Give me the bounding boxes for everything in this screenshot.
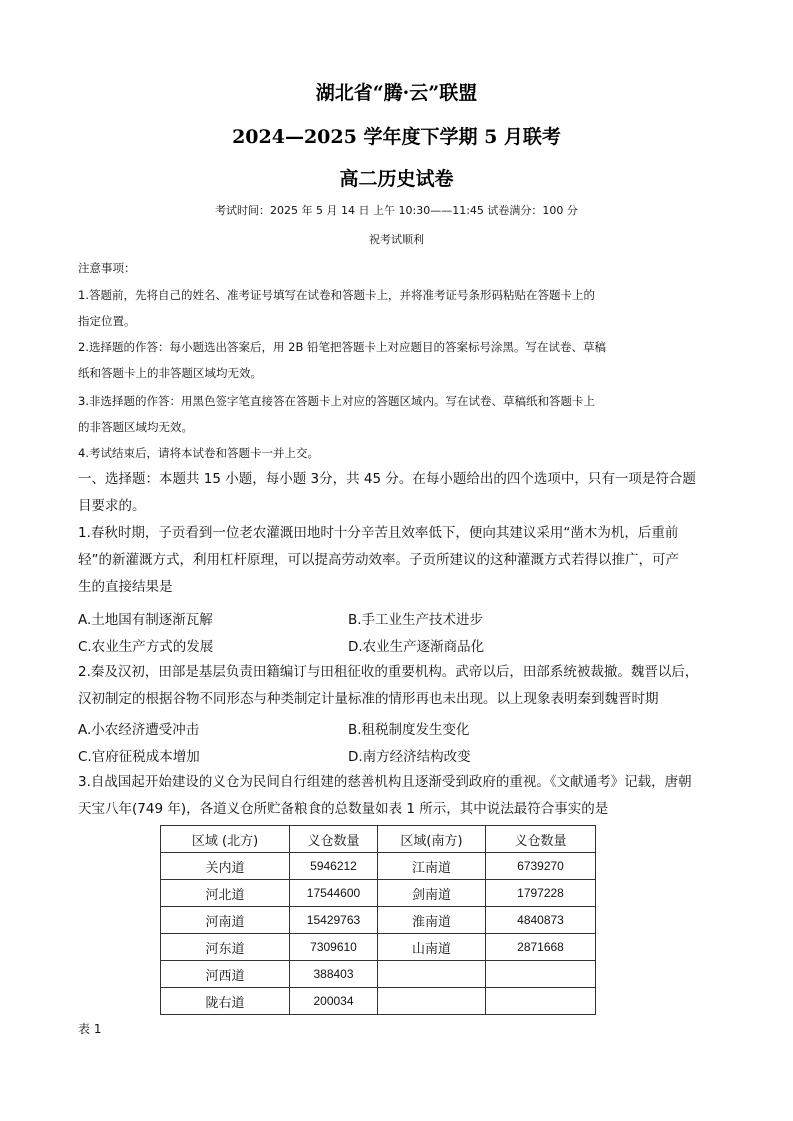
good-luck-text: 祝考试顺利 <box>369 233 424 246</box>
question-3-line-1: 3.自战国起开始建设的义仓为民间自行组建的慈善机构且逐渐受到政府的重视。《文献通考》记载，唐朝 <box>78 774 692 790</box>
section-instruction-line-1: 一、选择题：本题共 15 小题，每小题 3分，共 45 分。在每小题给出的四个选项中，只有一项是符合题 <box>78 471 696 487</box>
header-north-region: 区域 (北方) <box>161 826 290 853</box>
question-1-line-2: 轻”的新灌溉方式，利用杠杆原理，可以提高劳动效率。子贡所建议的这种灌溉方式若得以推广，可产 <box>78 552 679 568</box>
question-2-option-a: A.小农经济遭受冲击 <box>78 722 200 738</box>
header-south-region: 区域(南方) <box>378 826 486 853</box>
table-row <box>161 988 596 1015</box>
question-2-option-d: D.南方经济结构改变 <box>348 749 471 765</box>
note-3-line-2: 的非答题区域均无效。 <box>78 420 193 434</box>
north-region-cell: 陇右道 <box>161 988 290 1015</box>
exam-subject-title: 高二历史试卷 <box>339 168 454 190</box>
table-header-row <box>161 826 596 853</box>
south-region-cell: 山南道 <box>378 934 486 961</box>
north-count-cell: 388403 <box>290 961 378 988</box>
section-instruction-line-2: 目要求的。 <box>78 498 146 514</box>
table-row <box>161 907 596 934</box>
exam-union-title: 湖北省“腾·云”联盟 <box>315 82 478 104</box>
note-1-line-2: 指定位置。 <box>78 314 136 328</box>
south-count-cell <box>486 961 596 988</box>
table-caption: 表 1 <box>78 1022 102 1036</box>
south-region-cell: 淮南道 <box>378 907 486 934</box>
south-region-cell: 江南道 <box>378 853 486 880</box>
south-region-cell <box>378 988 486 1015</box>
question-1-line-1: 1.春秋时期，子贡看到一位老农灌溉田地时十分辛苦且效率低下，便向其建议采用“凿木为机，后重前 <box>78 525 679 541</box>
south-count-cell: 4840873 <box>486 907 596 934</box>
table-row <box>161 853 596 880</box>
north-count-cell: 15429763 <box>290 907 378 934</box>
south-count-cell: 1797228 <box>486 880 596 907</box>
note-1-line-1: 1.答题前，先将自己的姓名、准考证号填写在试卷和答题卡上，并将准考证号条形码粘贴在答题卡上的 <box>78 288 595 302</box>
south-count-cell <box>486 988 596 1015</box>
question-1-option-a: A.土地国有制逐渐瓦解 <box>78 612 213 628</box>
table-row <box>161 961 596 988</box>
question-2-line-1: 2.秦及汉初，田部是基层负责田籍编订与田租征收的重要机构。武帝以后，田部系统被裁撤。魏晋以后， <box>78 664 699 680</box>
north-count-cell: 200034 <box>290 988 378 1015</box>
north-count-cell: 17544600 <box>290 880 378 907</box>
notes-heading: 注意事项： <box>78 261 136 275</box>
question-3-line-2: 天宝八年(749 年)，各道义仓所贮备粮食的总数量如表 1 所示，其中说法最符合事实的是 <box>78 801 609 817</box>
exam-time-info: 考试时间：2025 年 5 月 14 日 上午 10:30——11:45 试卷满分：100 分 <box>215 204 578 217</box>
north-count-cell: 7309610 <box>290 934 378 961</box>
question-1-option-b: B.手工业生产技术进步 <box>348 612 484 628</box>
question-2-line-2: 汉初制定的根据谷物不同形态与种类制定计量标准的情形再也未出现。以上现象表明秦到魏晋时期 <box>78 691 659 707</box>
south-region-cell <box>378 961 486 988</box>
granary-table <box>160 825 596 1015</box>
north-region-cell: 河北道 <box>161 880 290 907</box>
note-2-line-1: 2.选择题的作答：每小题选出答案后，用 2B 铅笔把答题卡上对应题目的答案标号涂黑。写在试卷、草稿 <box>78 340 606 354</box>
note-4: 4.考试结束后，请将本试卷和答题卡一并上交。 <box>78 446 319 460</box>
question-2-option-b: B.租税制度发生变化 <box>348 722 470 738</box>
question-1-option-c: C.农业生产方式的发展 <box>78 639 214 655</box>
question-1-line-3: 生的直接结果是 <box>78 579 173 595</box>
table-row <box>161 880 596 907</box>
north-region-cell: 河南道 <box>161 907 290 934</box>
exam-term-title: 2024—2025 学年度下学期 5 月联考 <box>232 126 561 148</box>
south-count-cell: 6739270 <box>486 853 596 880</box>
question-2-option-c: C.官府征税成本增加 <box>78 749 200 765</box>
north-region-cell: 关内道 <box>161 853 290 880</box>
note-3-line-1: 3.非选择题的作答：用黑色签字笔直接答在答题卡上对应的答题区域内。写在试卷、草稿纸和答题卡上 <box>78 394 595 408</box>
north-region-cell: 河西道 <box>161 961 290 988</box>
header-south-count: 义仓数量 <box>486 826 596 853</box>
north-count-cell: 5946212 <box>290 853 378 880</box>
south-count-cell: 2871668 <box>486 934 596 961</box>
north-region-cell: 河东道 <box>161 934 290 961</box>
table-row <box>161 934 596 961</box>
note-2-line-2: 纸和答题卡上的非答题区域均无效。 <box>78 366 262 380</box>
header-north-count: 义仓数量 <box>290 826 378 853</box>
question-1-option-d: D.农业生产逐渐商品化 <box>348 639 485 655</box>
south-region-cell: 剑南道 <box>378 880 486 907</box>
